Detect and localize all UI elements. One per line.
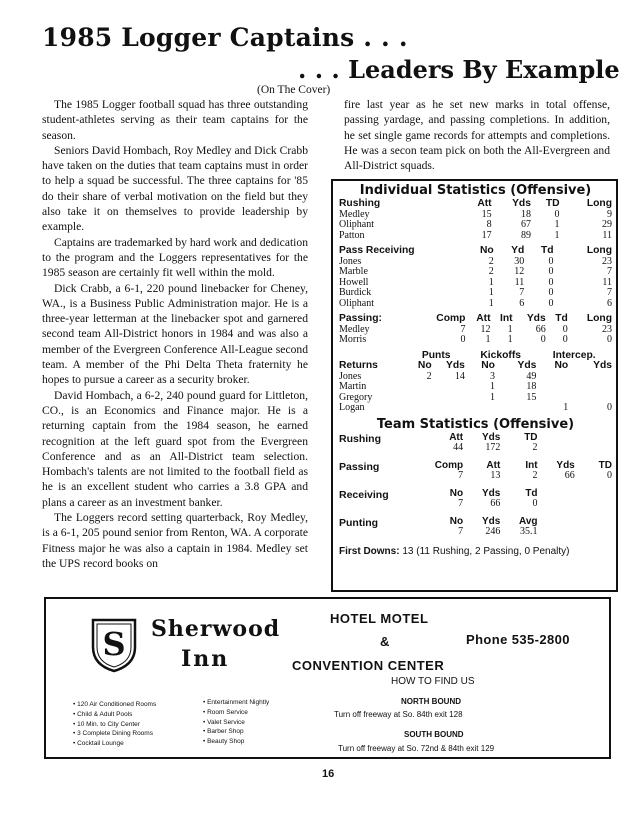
stat-cell: 1: [507, 323, 513, 335]
column-header: Long: [586, 198, 612, 209]
article-paragraph: Captains are trademarked by hard work and dedication to the program and the Loggers representatives for the 1985 season are certainly fit well within the mold.: [42, 235, 308, 280]
stat-cell: 0: [548, 266, 554, 277]
rushing-table: [339, 199, 612, 241]
empty-cell: [538, 527, 575, 538]
column-header: Yds: [593, 360, 612, 371]
stat-cell: 3: [489, 370, 495, 382]
stat-cell: 66: [490, 498, 501, 509]
gap-cell: [339, 510, 426, 517]
rushing-label: Rushing: [339, 198, 381, 209]
stat-cell: 44: [453, 442, 464, 453]
player-name: Medley: [339, 323, 370, 335]
stat-cell: 0: [548, 297, 554, 309]
column-header: Yds: [526, 313, 546, 324]
row-gap: [339, 482, 612, 489]
stat-cell: 7: [519, 287, 525, 298]
player-row: [339, 267, 612, 278]
stat-cell: 12: [480, 323, 491, 335]
stat-cell: 30: [514, 255, 525, 267]
stat-cell: [536, 382, 568, 393]
stat-cell: [568, 382, 612, 393]
amenity-item: • Cocktail Lounge: [73, 739, 156, 749]
player-row: [339, 210, 612, 221]
stat-cell: [536, 372, 568, 383]
column-header: No: [449, 487, 464, 499]
first-downs-label: First Downs:: [339, 545, 400, 557]
stat-cell: 11: [602, 229, 612, 241]
player-name: Logan: [339, 402, 365, 413]
column-header: Yds: [481, 515, 501, 527]
column-header: No: [449, 515, 464, 527]
convention-center-label: CONVENTION CENTER: [292, 658, 445, 673]
amenity-item: • Entertainment Nightly: [203, 698, 269, 708]
player-name: Morris: [339, 334, 367, 345]
player-name: Oliphant: [339, 219, 374, 230]
player-row: [339, 335, 612, 346]
returns-table: [339, 351, 612, 414]
inn-name-line1: Sherwood: [151, 616, 281, 642]
stat-cell: 49: [526, 370, 537, 382]
stat-cell: 0: [607, 402, 612, 413]
stat-cell: [432, 382, 465, 393]
stat-cell: 6: [607, 297, 612, 309]
stat-cell: 0: [607, 334, 612, 345]
player-name: Jones: [339, 370, 362, 382]
player-row: [339, 231, 612, 242]
stat-cell: 66: [535, 323, 546, 335]
stat-cell: [465, 403, 495, 414]
column-header: Avg: [519, 515, 538, 527]
player-name: Burdick: [339, 287, 372, 298]
player-row: [339, 299, 612, 310]
column-header: No: [417, 360, 432, 371]
player-name: Howell: [339, 276, 369, 288]
stat-cell: 14: [454, 370, 465, 382]
team-receiving-label: Receiving: [339, 488, 389, 501]
team-receiving-header: [339, 489, 612, 500]
stat-cell: 1: [488, 276, 494, 288]
stat-cell: 6: [519, 297, 525, 309]
returns-label: Returns: [339, 360, 378, 371]
column-header: Td: [555, 313, 568, 324]
empty-cell: [575, 499, 612, 510]
player-row: [339, 393, 612, 404]
player-name: Oliphant: [339, 297, 374, 309]
stat-cell: 2: [488, 266, 494, 277]
player-row: [339, 220, 612, 231]
returns-header-row: [339, 361, 612, 372]
column-header: Yds: [517, 360, 537, 371]
amenity-item: • Room Service: [203, 708, 269, 718]
stat-cell: [407, 403, 431, 414]
column-header: No: [479, 245, 494, 256]
stat-cell: [568, 393, 612, 404]
stat-cell: 0: [548, 255, 554, 267]
north-bound-label: NORTH BOUND: [401, 697, 461, 706]
stat-cell: 2: [488, 255, 494, 267]
stat-cell: 9: [607, 208, 612, 220]
team-punting-header: [339, 517, 612, 528]
returns-group-row: [339, 351, 612, 362]
stat-cell: 23: [602, 323, 612, 335]
stat-cell: 7: [607, 287, 612, 298]
stat-cell: 18: [520, 208, 531, 220]
stat-cell: [432, 403, 465, 414]
returns-group-header: Kickoffs: [480, 349, 521, 361]
passing-table: [339, 314, 612, 346]
ampersand: &: [380, 634, 390, 649]
column-header: Long: [586, 313, 612, 324]
column-header: Comp: [434, 459, 464, 471]
stat-cell: 17: [481, 229, 492, 241]
empty-cell: [575, 489, 612, 500]
page-title: 1985 Logger Captains . . .: [42, 23, 408, 52]
phone-number: Phone 535-2800: [466, 632, 570, 647]
column-header: Yds: [556, 459, 575, 471]
stat-cell: 15: [481, 208, 492, 220]
amenities-list-right: [203, 698, 269, 747]
article-paragraph: Dick Crabb, a 6-1, 220 pound linebacker for Cheney, WA., is a Business Public Administration major. He is a three-year letterman at the linebacker spot and garnered second team All-District honors in 1984 and was also a member of the Evergreen Conference All-League second team. A member of the Phi Delta Theta fraternity he hopes to pursue a career as a security broker.: [42, 281, 308, 387]
amenity-item: • Valet Service: [203, 718, 269, 728]
individual-stats-tables: [339, 199, 612, 414]
receiving-label: Pass Receiving: [339, 245, 415, 256]
player-name: Marble: [339, 266, 368, 277]
stat-cell: 172: [485, 442, 501, 453]
stat-cell: 1: [489, 381, 495, 392]
article-paragraph: The 1985 Logger football squad has three outstanding student-athletes serving as their team captains for the season.: [42, 98, 308, 142]
article-left-column: [42, 97, 308, 571]
stat-cell: 1: [554, 229, 560, 241]
stat-cell: 0: [562, 334, 568, 345]
stat-cell: 13: [490, 470, 501, 481]
team-stats-heading: Team Statistics (Offensive): [376, 416, 575, 432]
column-header: Yd: [511, 245, 525, 256]
stat-cell: 0: [548, 276, 554, 288]
stat-cell: 67: [520, 219, 531, 230]
first-downs-value: 13 (11 Rushing, 2 Passing, 0 Penalty): [402, 545, 570, 557]
stat-cell: 11: [602, 276, 612, 288]
stat-cell: 12: [514, 266, 525, 277]
column-header: Yds: [481, 487, 501, 499]
empty-cell: [538, 433, 575, 444]
stat-cell: 0: [532, 498, 538, 509]
amenity-item: • Beauty Shop: [203, 737, 269, 747]
page-subtitle: . . . Leaders By Example: [298, 55, 620, 84]
stat-cell: 89: [520, 229, 531, 241]
player-name: Gregory: [339, 391, 373, 403]
column-header: Att: [449, 431, 464, 443]
stat-cell: 1: [554, 219, 560, 230]
stat-cell: 1: [563, 402, 569, 413]
column-header: Att: [476, 313, 491, 324]
stat-cell: 0: [607, 470, 612, 481]
empty-cell: [575, 517, 612, 528]
empty-cell: [538, 517, 575, 528]
individual-stats-heading: Individual Statistics (Offensive): [359, 183, 592, 198]
stat-cell: 35.1: [520, 526, 538, 537]
column-header: Int: [525, 459, 538, 471]
column-header: Yds: [446, 360, 465, 371]
shield-letter: S: [102, 625, 126, 663]
sherwood-inn-ad: [44, 597, 611, 759]
stat-cell: 7: [460, 323, 466, 335]
player-row: [339, 403, 612, 414]
rushing-header-row: [339, 199, 612, 210]
empty-cell: [575, 527, 612, 538]
empty-cell: [538, 489, 575, 500]
stat-cell: 1: [489, 391, 495, 403]
player-row: [339, 382, 612, 393]
column-header: TD: [524, 431, 538, 443]
amenity-item: • 120 Air Conditioned Rooms: [73, 700, 156, 710]
stat-cell: 1: [488, 297, 494, 309]
stat-cell: 7: [607, 266, 612, 277]
returns-group-header: Intercep.: [552, 349, 596, 361]
stat-cell: 15: [526, 391, 537, 403]
stat-cell: [407, 393, 431, 404]
stat-cell: 1: [488, 287, 494, 298]
stat-cell: 66: [564, 470, 575, 481]
player-name: Patton: [339, 229, 365, 241]
article-paragraph: The Loggers record setting quarterback, Roy Medley, is a 6-1, 205 pound senior from Renton, WA. A corporate Fitness major he was also a captain in 1984. Medley set the UPS record books on: [42, 511, 308, 570]
stat-cell: 11: [514, 276, 525, 288]
stat-cell: 2: [532, 470, 538, 481]
column-header: No: [554, 360, 569, 371]
north-bound-directions: Turn off freeway at So. 84th exit 128: [334, 710, 463, 719]
stat-cell: 23: [602, 255, 612, 267]
stat-cell: [407, 382, 431, 393]
team-rushing-header: [339, 433, 612, 444]
column-header: Comp: [436, 313, 466, 324]
shield-logo-icon: [90, 617, 138, 673]
cover-note: (On The Cover): [257, 84, 331, 96]
column-header: Att: [477, 198, 492, 209]
player-row: [339, 257, 612, 268]
stat-cell: [495, 403, 536, 414]
amenity-item: • Barber Shop: [203, 727, 269, 737]
column-header: Att: [486, 459, 501, 471]
south-bound-directions: Turn off freeway at So. 72nd & 84th exit 129: [338, 744, 495, 753]
empty-cell: [538, 499, 575, 510]
stat-cell: 29: [602, 219, 612, 230]
empty-cell: [575, 443, 612, 454]
stat-cell: 7: [458, 526, 464, 537]
receiving-table: [339, 246, 612, 309]
amenities-list-left: [73, 700, 156, 749]
column-header: No: [481, 360, 495, 371]
stat-cell: 18: [526, 381, 537, 392]
column-header: Yds: [512, 198, 531, 209]
stat-cell: 2: [532, 442, 538, 453]
stat-cell: 0: [562, 323, 568, 335]
passing-header-row: [339, 314, 612, 325]
inn-name-line2: Inn: [181, 646, 230, 672]
team-passing-label: Passing: [339, 460, 380, 473]
passing-label: Passing:: [339, 313, 382, 324]
gap-cell: [339, 454, 426, 461]
team-rushing-label: Rushing: [339, 432, 381, 445]
column-header: TD: [545, 198, 560, 209]
player-row: [339, 288, 612, 299]
column-header: Td: [525, 487, 538, 499]
column-header: Int: [499, 313, 513, 324]
returns-group-header: Punts: [421, 349, 451, 361]
player-row: [339, 325, 612, 336]
stat-cell: 7: [458, 498, 464, 509]
stat-cell: [568, 372, 612, 383]
amenity-item: • Child & Adult Pools: [73, 710, 156, 720]
how-to-find-heading: HOW TO FIND US: [391, 676, 475, 687]
amenity-item: • 10 Min. to City Center: [73, 720, 156, 730]
gap-cell: [339, 482, 426, 489]
stat-cell: 8: [486, 219, 492, 230]
stat-cell: 0: [540, 334, 546, 345]
player-name: Jones: [339, 255, 362, 267]
stat-cell: 1: [507, 334, 513, 345]
player-row: [339, 372, 612, 383]
amenity-item: • 3 Complete Dining Rooms: [73, 729, 156, 739]
south-bound-label: SOUTH BOUND: [404, 730, 464, 739]
stat-cell: 0: [548, 287, 554, 298]
stat-cell: 0: [554, 208, 560, 220]
stat-cell: 246: [485, 526, 501, 537]
statistics-box: [331, 179, 618, 592]
column-header: Td: [540, 245, 554, 256]
article-paragraph: Seniors David Hombach, Roy Medley and Dick Crabb have taken on the duties that team captains must in order to help a squad be successful. The three captains for '85 do their share of verbal motivation on the field but they also take it on themselves to provide leadership by example.: [42, 143, 308, 234]
receiving-header-row: [339, 246, 612, 257]
team-stats-table: [339, 433, 612, 538]
page-number: 16: [322, 768, 335, 780]
team-punting-label: Punting: [339, 516, 379, 529]
column-header: Long: [586, 245, 612, 256]
stat-cell: 7: [458, 470, 464, 481]
empty-cell: [575, 433, 612, 444]
article-right-column: fire last year as he set new marks in total offense, passing yardage, and passing completions. In addition, he set single game records for attempts and completions. He was a secon team pick on both the All-Evergreen and All-District squads.: [344, 98, 610, 173]
first-downs: [339, 546, 612, 557]
stat-cell: 0: [460, 334, 466, 345]
stat-cell: 1: [485, 334, 491, 345]
column-header: Yds: [481, 431, 501, 443]
column-header: TD: [598, 459, 612, 471]
hotel-motel-label: HOTEL MOTEL: [330, 611, 429, 626]
player-row: [339, 278, 612, 289]
stat-cell: 2: [426, 370, 432, 382]
article-paragraph: David Hombach, a 6-2, 240 pound guard for Littleton, CO., is an Economics and Finance major. He is a returning captain from the 1984 season, he earned recognition at the left guard spot from the Evergreen Conference and as an All-District team selection. Hombach's talents are not limited to the football field as he is an excellent student who carries a 3.8 GPA and plans a career as an investment banker.: [42, 388, 308, 509]
stat-cell: [432, 393, 465, 404]
player-name: Martin: [339, 381, 367, 392]
player-name: Medley: [339, 208, 370, 220]
row-gap: [339, 510, 612, 517]
empty-cell: [538, 443, 575, 454]
